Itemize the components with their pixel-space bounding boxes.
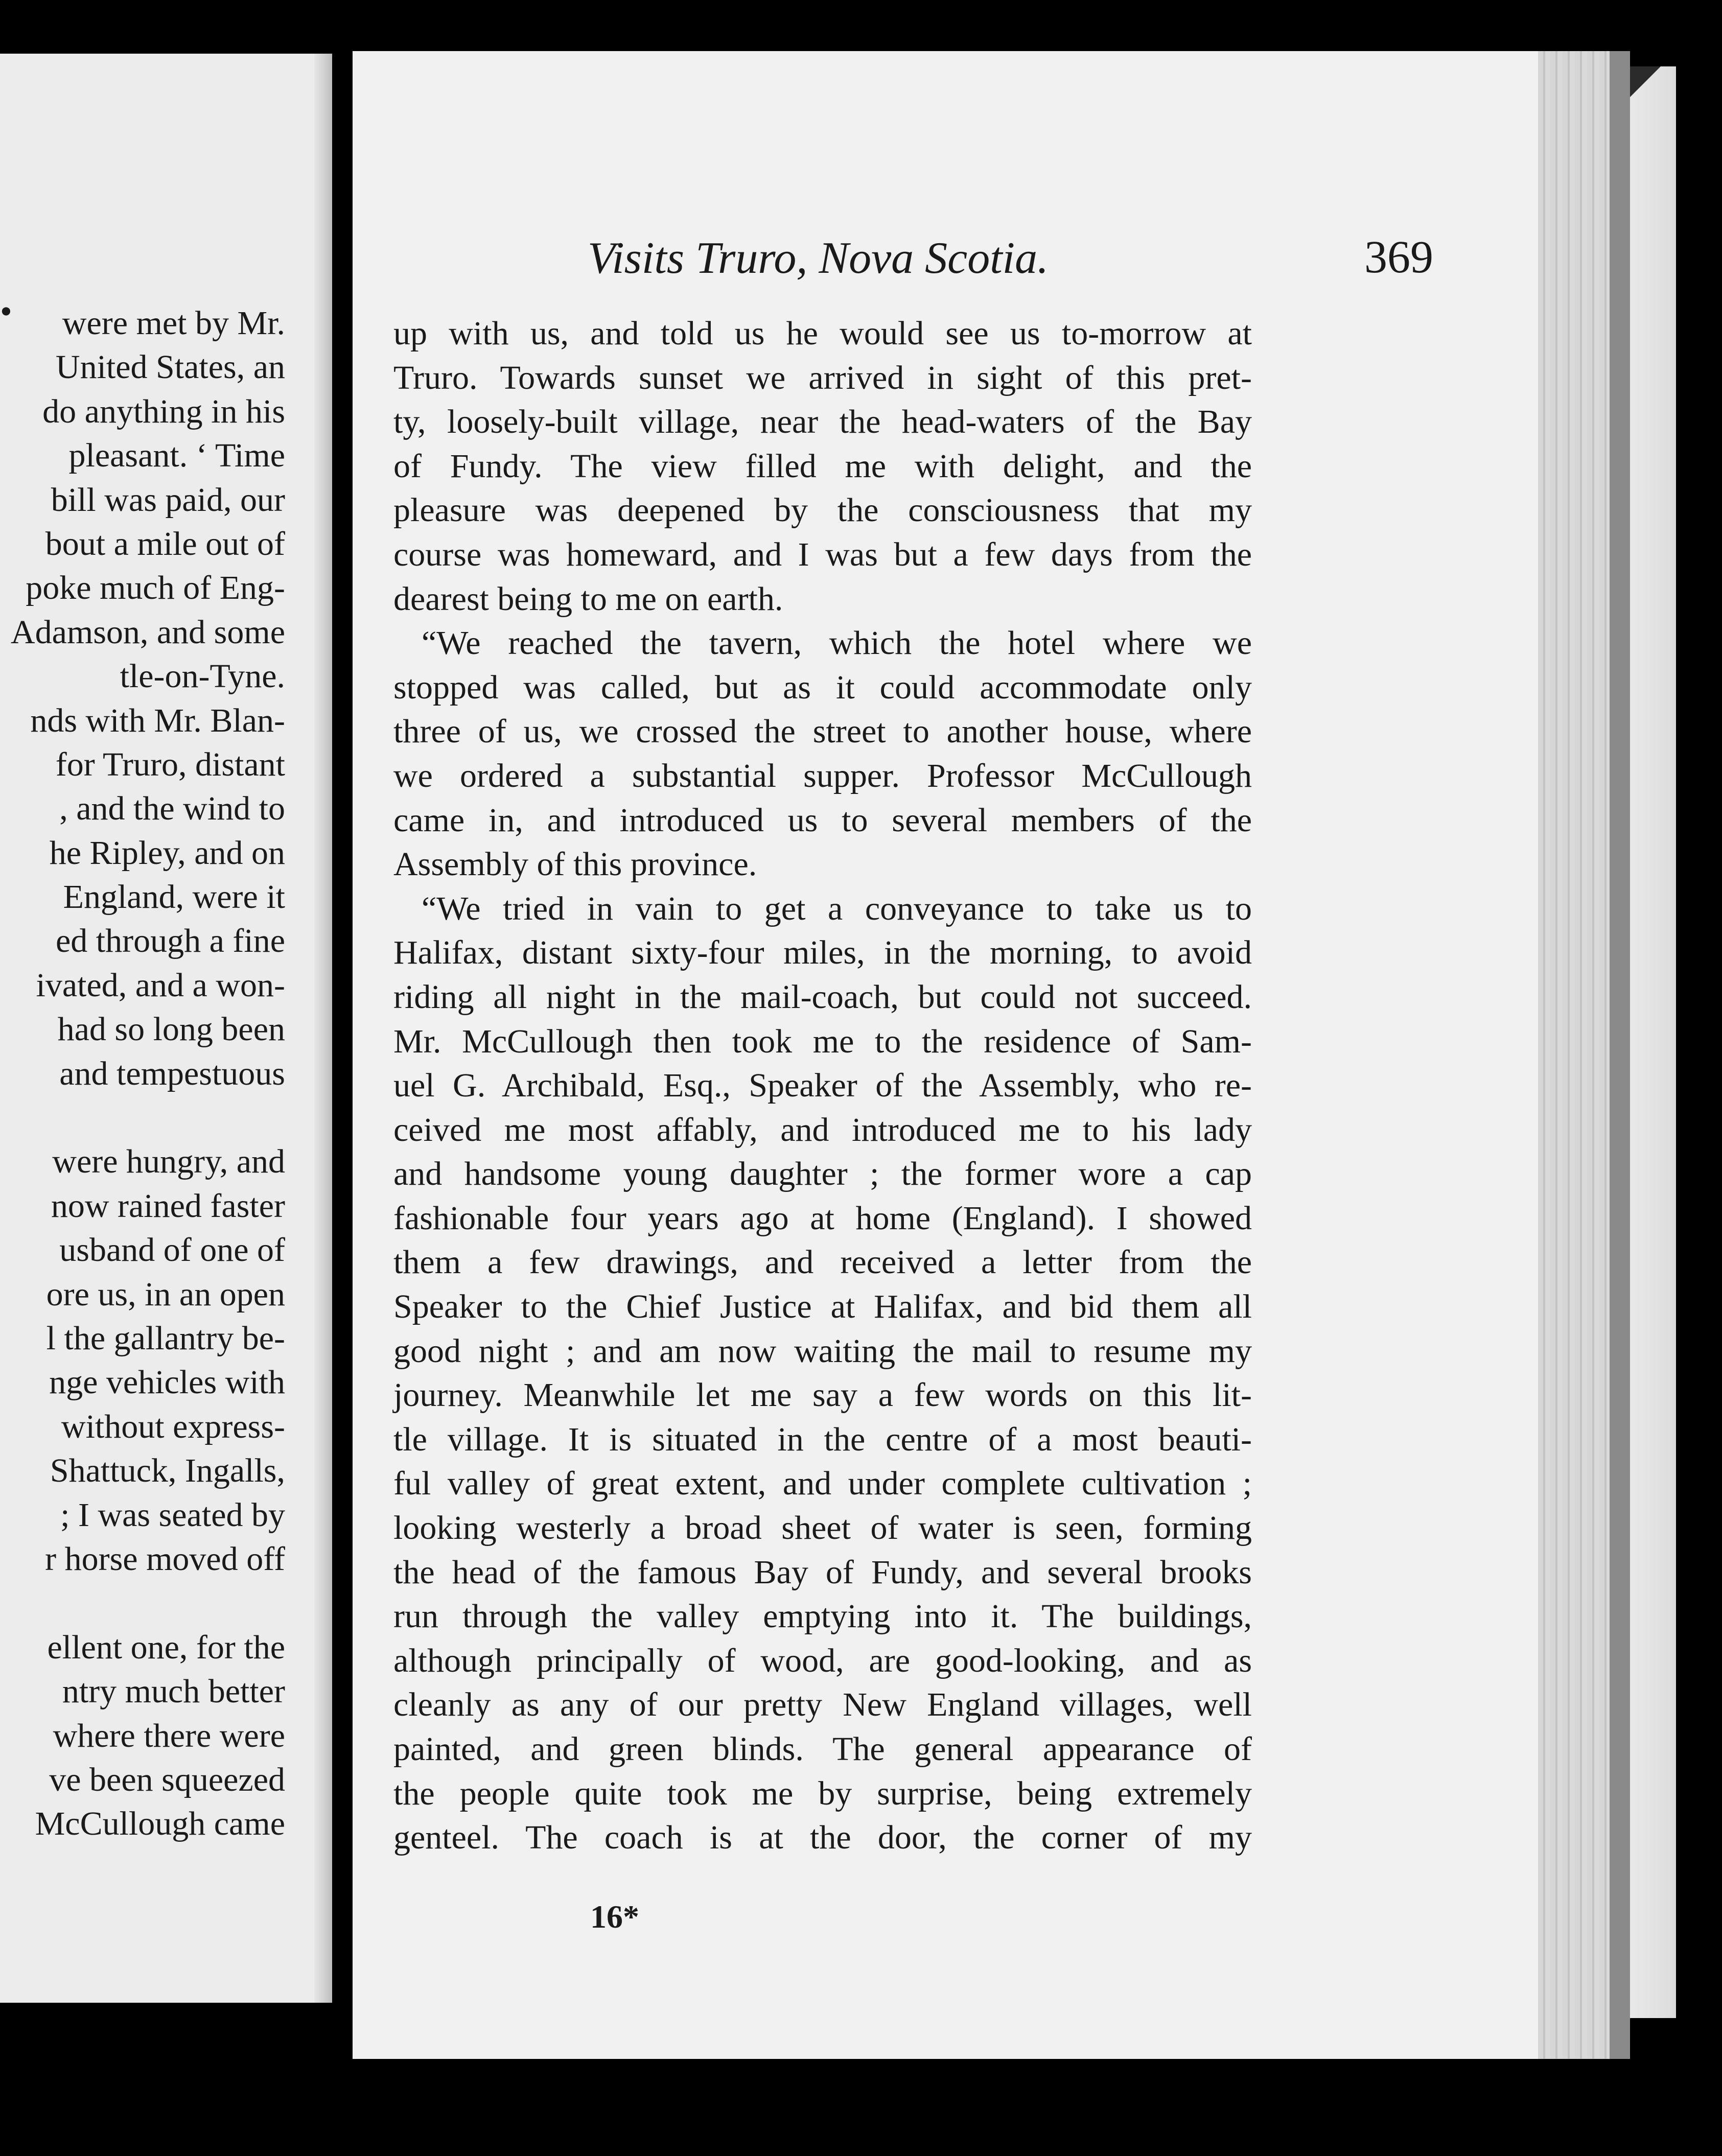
left-page-line: [0, 1581, 285, 1625]
left-page-line: ; I was seated by: [60, 1496, 285, 1534]
left-page-line: for Truro, distant: [55, 745, 285, 783]
text-line: painted, and green blinds. The general appearance of: [393, 1730, 1252, 1768]
signature-mark: 16*: [590, 1899, 639, 1935]
text-line: good night ; and am now waiting the mail to resume my: [393, 1332, 1252, 1370]
book-spine-gutter: [332, 0, 353, 2156]
text-line: Mr. McCullough then took me to the residence of Sam-: [393, 1022, 1252, 1060]
left-page-line: ve been squeezed: [49, 1761, 285, 1798]
left-page-bullet: •: [0, 292, 12, 331]
left-page-line: bout a mile out of: [45, 525, 285, 563]
text-line: of Fundy. The view filled me with delight, and the: [393, 447, 1252, 485]
text-line: them a few drawings, and received a letter from the: [393, 1244, 1252, 1281]
text-line: uel G. Archibald, Esq., Speaker of the Assembly, who re-: [393, 1067, 1252, 1105]
left-page-line: ellent one, for the: [47, 1628, 285, 1666]
left-page-line: ntry much better: [62, 1673, 285, 1710]
left-page-line: nds with Mr. Blan-: [30, 701, 285, 739]
right-page: [353, 51, 1538, 2059]
text-line: Halifax, distant sixty-four miles, in the morning, to avoid: [393, 934, 1252, 972]
left-page-line: ed through a fine: [55, 922, 285, 960]
left-page-line: [0, 1096, 285, 1140]
left-page-line: nge vehicles with: [49, 1364, 285, 1401]
left-page-line: where there were: [53, 1717, 285, 1754]
left-page-line: usband of one of: [59, 1231, 285, 1269]
cover-corner: [1630, 66, 1661, 97]
left-page-line: now rained faster: [51, 1187, 285, 1225]
left-page-line: bill was paid, our: [51, 481, 285, 519]
page-edge-shadow: [1610, 51, 1630, 2059]
text-line: Truro. Towards sunset we arrived in sight of this pret-: [393, 359, 1252, 396]
text-line: stopped was called, but as it could accommodate only: [393, 668, 1252, 706]
left-page-line: England, were it: [63, 878, 285, 916]
left-page-line: pleasant. ‘ Time: [68, 437, 285, 475]
left-page-line: poke much of Eng-: [26, 569, 285, 607]
text-line: we ordered a substantial supper. Professor McCullough: [393, 757, 1252, 794]
left-page-line: l the gallantry be-: [46, 1319, 285, 1357]
text-line: fashionable four years ago at home (England). I showed: [393, 1199, 1252, 1237]
text-line: ful valley of great extent, and under complete cultivation ;: [393, 1465, 1252, 1503]
left-page-line: Shattuck, Ingalls,: [50, 1452, 285, 1490]
text-line: cleanly as any of our pretty New England villages, well: [393, 1686, 1252, 1724]
running-head: Visits Truro, Nova Scotia.: [588, 233, 1049, 283]
text-line: three of us, we crossed the street to another house, where: [393, 713, 1252, 751]
text-line: “We reached the tavern, which the hotel where we: [422, 624, 1252, 662]
text-line: “We tried in vain to get a conveyance to take us to: [422, 889, 1252, 927]
text-line: ceived me most affably, and introduced me to his lady: [393, 1111, 1252, 1149]
left-page-line: r horse moved off: [45, 1540, 285, 1578]
left-page-line: and tempestuous: [59, 1054, 285, 1092]
text-line: and handsome young daughter ; the former wore a cap: [393, 1155, 1252, 1193]
text-line: Speaker to the Chief Justice at Halifax, and bid them all: [393, 1288, 1252, 1326]
book-cover-board: [1630, 66, 1676, 2018]
text-line: Assembly of this province.: [393, 846, 757, 883]
left-page-line: were met by Mr.: [62, 304, 285, 342]
text-line: the people quite took me by surprise, being extremely: [393, 1774, 1252, 1812]
left-page-line: had so long been: [57, 1011, 285, 1048]
text-line: dearest being to me on earth.: [393, 580, 783, 618]
text-line: up with us, and told us he would see us to-morrow at: [393, 315, 1252, 352]
left-page-line: do anything in his: [42, 392, 285, 430]
body-text: [393, 312, 1252, 1860]
text-line: the head of the famous Bay of Fundy, and several brooks: [393, 1553, 1252, 1591]
left-page-line: ore us, in an open: [46, 1275, 285, 1313]
left-page-line: ivated, and a won-: [36, 966, 285, 1004]
text-line: tle village. It is situated in the centre of a most beauti-: [393, 1420, 1252, 1458]
left-page: [0, 54, 332, 2003]
text-line: ty, loosely-built village, near the head-waters of the Bay: [393, 403, 1252, 441]
text-line: although principally of wood, are good-looking, and as: [393, 1642, 1252, 1679]
page-number: 369: [1364, 232, 1433, 283]
text-line: journey. Meanwhile let me say a few words on this lit-: [393, 1376, 1252, 1414]
page-edges: [1538, 51, 1610, 2059]
left-page-line: he Ripley, and on: [49, 834, 285, 872]
text-line: looking westerly a broad sheet of water is seen, forming: [393, 1509, 1252, 1547]
left-page-line: were hungry, and: [52, 1143, 285, 1181]
text-line: came in, and introduced us to several members of the: [393, 801, 1252, 839]
text-line: riding all night in the mail-coach, but could not succeed.: [393, 978, 1252, 1016]
text-line: run through the valley emptying into it. The buildings,: [393, 1598, 1252, 1635]
text-line: pleasure was deepened by the consciousness that my: [393, 491, 1252, 529]
text-line: course was homeward, and I was but a few days from the: [393, 535, 1252, 573]
left-page-line: Adamson, and some: [10, 613, 285, 651]
left-page-line: , and the wind to: [59, 790, 285, 828]
left-page-text: [0, 301, 285, 1846]
left-page-line: McCullough came: [35, 1805, 285, 1843]
left-page-line: without express-: [61, 1408, 285, 1445]
text-line: genteel. The coach is at the door, the corner of my: [393, 1819, 1252, 1857]
left-page-line: tle-on-Tyne.: [120, 658, 285, 695]
left-page-line: United States, an: [55, 348, 285, 386]
left-page-gutter-shadow: [314, 54, 332, 2003]
